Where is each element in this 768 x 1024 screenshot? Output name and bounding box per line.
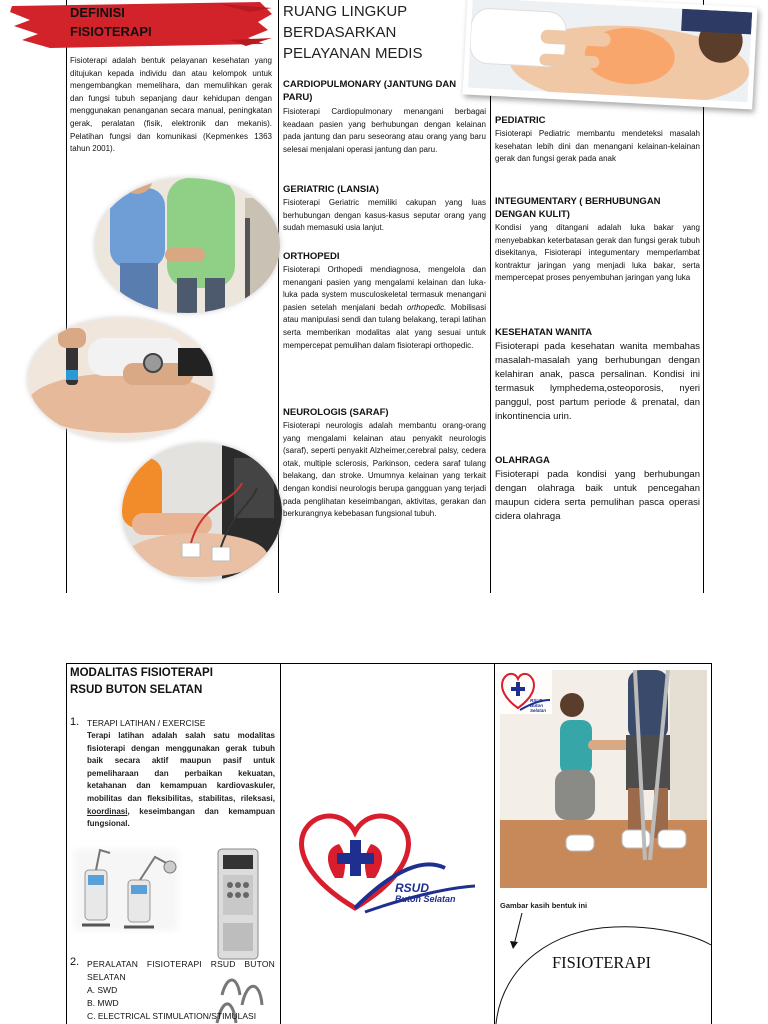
rsud-logo-large-line1: RSUD bbox=[395, 881, 430, 895]
definisi-title-line1: DEFINISI bbox=[70, 5, 125, 20]
photo-electrotherapy bbox=[122, 443, 282, 581]
item1-text-part2: , keseimbangan dan kemampuan fungsional. bbox=[87, 806, 275, 829]
item1-text bbox=[87, 730, 275, 831]
ruang-lingkup-title-line1: RUANG LINGKUP bbox=[283, 3, 408, 20]
olahraga-text: Fisioterapi pada kondisi yang berhubungan dengan olahraga baik untuk pencegahan maupun cidera serta pemulihan pasca operasi cidera olahraga bbox=[495, 469, 700, 522]
definisi-title-line2: FISIOTERAPI bbox=[70, 24, 152, 39]
page2-top-border bbox=[66, 663, 712, 664]
orthopedi-text-part1: Fisioterapi Orthopedi mendiagnosa, mengelola dan menangani pasien yang mengalami kelainan dan luka-luka pada system musculoskeletal termasuk menangani pasien setelah menjalani bedah bbox=[283, 265, 486, 312]
geriatric-text: Fisioterapi Geriatric memiliki cakupan yang luas berhubungan dengan kasus-kasus seputar orang yang sudah memasuki usia lanjut. bbox=[283, 198, 486, 233]
modalitas-title bbox=[70, 665, 275, 699]
rsud-logo-small-text bbox=[530, 698, 552, 713]
photo-back-massage bbox=[463, 0, 758, 110]
page2-left-border bbox=[66, 663, 67, 1024]
item2-title: PERALATAN FISIOTERAPI RSUD BUTON SELATAN bbox=[87, 959, 275, 982]
kesehatan-wanita-text: Fisioterapi pada kesehatan wanita membahas masalah-masalah yang berhubungan dengan kelahiran anak, pasca persalinan. Kondisi ini termasuk lymphedema,osteoporosis, nyeri panggul, post partum periode & prenatal, dan inkontinencia urin. bbox=[495, 341, 700, 422]
equipment-item-mwd: B. MWD bbox=[87, 998, 119, 1008]
item1-text-part1: Terapi latihan adalah salah satu modalitas fisioterapi dengan menggunakan gerak tubuh baik secara aktif maupun pasif untuk pemeliharaan dan perbaikan kekuatan, ketahanan dan kemampuan kardiovaskuler, mobilitas dan fleksibilitas, stabilitas, rileksasi, bbox=[87, 731, 275, 803]
photo-walking-therapy bbox=[95, 178, 280, 313]
definisi-title bbox=[70, 3, 270, 41]
definisi-body: Fisioterapi adalah bentuk pelayanan kesehatan yang ditujukan kepada individu dan atau kelompok untuk mengembangkan memelihara, dan memulihkan gerak dan fungsi tubuh sepanjang daur kehidupan dengan menggunakan penanganan secara manual, peningkatan gerak, peralatan (fisik, elektronik dan mekanis). Pelatihan fungsi dan komunikasi (Kepmenkes 1363 tahun 2001). bbox=[70, 56, 272, 154]
rsud-logo-large-text bbox=[395, 883, 456, 905]
modalitas-title-line1: MODALITAS FISIOTERAPI bbox=[70, 667, 213, 679]
integumentary-text: Kondisi yang ditangani adalah luka bakar yang menyebabkan keterbatasan gerak dan fungsi gerak tubuh disekitanya, Fisioterapi integumentary memperlambat kontraktur jaringan yang menjadi luka bakar, serta mempercepat proses penyembuhan jaringan yang luka bbox=[495, 223, 700, 283]
modalitas-title-line2: RSUD BUTON SELATAN bbox=[70, 684, 203, 696]
shape-caption: Gambar kasih bentuk ini bbox=[500, 901, 588, 910]
equipment-item-electrical: C. ELECTRICAL STIMULATION/STIMULASI bbox=[87, 1011, 257, 1021]
rsud-logo-small-line1: RSUD bbox=[530, 698, 543, 703]
item1-number: 1. bbox=[70, 716, 80, 728]
equipment-list bbox=[87, 984, 277, 1023]
neurologis-heading: NEUROLOGIS (SARAF) bbox=[283, 407, 389, 418]
pediatric-heading: PEDIATRIC bbox=[495, 115, 546, 126]
rsud-logo-large-line2: Buton Selatan bbox=[395, 894, 456, 904]
pediatric-text: Fisioterapi Pediatric membantu mendeteksi masalah kesehatan lebih dini dan menangani kelainan-kelainan gerak dan fungsi gerak pada anak bbox=[495, 129, 700, 164]
cover-title: FISIOTERAPI bbox=[552, 953, 652, 972]
page1-left-border bbox=[66, 0, 67, 593]
item1-text-underlined: koordinasi bbox=[87, 806, 128, 816]
kesehatan-wanita-heading: KESEHATAN WANITA bbox=[495, 327, 593, 338]
orthopedi-text-part2: Mobilisasi atau manipulasi sendi dan tulang belakang, terapi latihan serta memberikan modalitas alat yang sesuai untuk mempercepat pemulihan dalam fisioterapi orthopedic. bbox=[283, 302, 487, 350]
item2-number: 2. bbox=[70, 956, 80, 968]
ruang-lingkup-title bbox=[283, 1, 488, 64]
cover-curve-shape bbox=[494, 925, 712, 1024]
orthopedi-text-italic: orthopedic. bbox=[406, 302, 447, 312]
ruang-lingkup-title-line2: BERDASARKAN bbox=[283, 24, 397, 41]
rsud-logo-large bbox=[295, 808, 480, 918]
neurologis-text: Fisioterapi neurologis adalah membantu orang-orang yang mengalami kelainan atau penyakit neurologis (saraf), seperti penyakit Alzheimer,cerebral palsy, cedera otak, multiple sclerosis, Parkinson, cedera saraf tulang belakang, dan stroke. Umumnya kelainan yang terkait dengan kondisi neurologis berupa gangguan yang terjadi pada penglihatan keseimbangan, aktivitas, gerakan dan berkurangnya kebebasan fungsional tubuh. bbox=[283, 421, 486, 519]
olahraga-heading: OLAHRAGA bbox=[495, 455, 550, 466]
cardiopulmonary-text: Fisioterapi Cardiopulmonary menangani berbagai keadaan pasien yang berhubungan dengan kelainan pada jantung dan paru seseorang atau orang yang baru selesai menjalani operasi jantung dan paru. bbox=[283, 107, 486, 154]
integumentary-heading: INTEGUMENTARY ( BERHUBUNGAN DENGAN KULIT) bbox=[495, 196, 661, 220]
orthopedi-heading: ORTHOPEDI bbox=[283, 251, 340, 262]
geriatric-heading: GERIATRIC (LANSIA) bbox=[283, 184, 379, 195]
cardiopulmonary-heading: CARDIOPULMONARY (JANTUNG DAN PARU) bbox=[283, 79, 457, 103]
item1-title: TERAPI LATIHAN / EXERCISE bbox=[87, 718, 206, 728]
equipment-item-swd: A. SWD bbox=[87, 985, 118, 995]
page2-divider-1 bbox=[280, 663, 281, 1024]
rsud-logo-small-line2: Buton Selatan bbox=[530, 703, 547, 713]
photo-ultrasound-therapy bbox=[28, 318, 213, 440]
photo-swd-machines bbox=[70, 845, 182, 935]
rsud-logo-small bbox=[500, 670, 552, 714]
ruang-lingkup-title-line3: PELAYANAN MEDIS bbox=[283, 45, 423, 62]
orthopedi-text bbox=[283, 264, 486, 352]
